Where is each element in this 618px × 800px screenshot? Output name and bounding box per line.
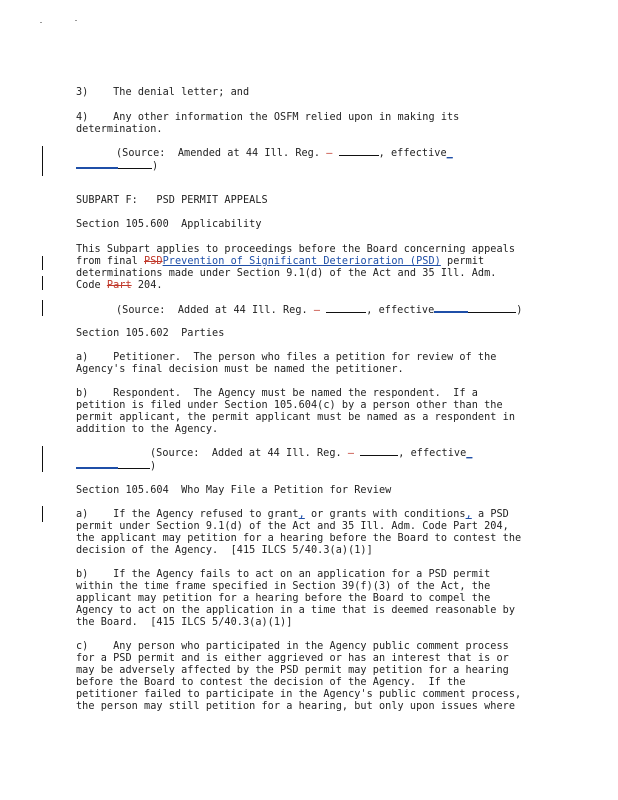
section-105-602-a-line1: a) Petitioner. The person who files a petition for review of the [76, 352, 497, 363]
deleted-dash: — [326, 148, 333, 159]
section-105-602-b-line1: b) Respondent. The Agency must be named the respondent. If a [76, 388, 478, 399]
section-105-604-b-line1: b) If the Agency fails to act on an application for a PSD permit [76, 569, 491, 580]
inserted-blank [76, 167, 118, 169]
body-text: from final [76, 256, 145, 267]
deleted-dash: — [313, 305, 321, 316]
section-105-602-b-line2: petition is filed under Section 105.604(c) by a person other than the [76, 400, 503, 411]
source-note-amended [116, 148, 453, 161]
source-effective-label: , effective [366, 305, 435, 316]
section-heading-105-600: Section 105.600 Applicability [76, 219, 262, 230]
section-105-604-b-line3: applicant may petition for a hearing before the Board to compel the [76, 593, 491, 604]
inserted-text: Prevention of Significant Deterioration (PSD) [162, 256, 441, 267]
scan-speck [75, 20, 77, 21]
source-note-added [116, 305, 522, 318]
change-bar [42, 506, 43, 522]
section-105-604-b-line2: within the time frame specified in Section 39(f)(3) of the Act, the [76, 581, 491, 592]
blank-line [118, 468, 150, 469]
subpart-heading: SUBPART F: PSD PERMIT APPEALS [76, 195, 268, 206]
body-text: permit [440, 256, 485, 267]
section-105-602-a-line2: Agency's final decision must be named the petitioner. [76, 364, 404, 375]
inserted-comma: , [298, 509, 305, 520]
section-105-604-c-line3: may be adversely affected by the PSD permit may petition for a hearing [76, 665, 509, 676]
body-text: 204. [131, 280, 163, 291]
source-close-paren: ) [150, 461, 157, 472]
section-105-604-a-line2: permit under Section 9.1(d) of the Act and 35 Ill. Adm. Code Part 204, [76, 521, 509, 532]
list-item-3: 3) The denial letter; and [76, 87, 250, 98]
source-text: (Source: Added at 44 Ill. Reg. [116, 305, 308, 316]
scan-speck [40, 22, 42, 23]
section-105-604-b-line5: the Board. [415 ILCS 5/40.3(a)(1)] [76, 617, 293, 628]
inserted-blank [76, 467, 118, 469]
inserted-underscore: _ [446, 148, 453, 159]
change-bar [42, 276, 43, 290]
change-bar [42, 300, 43, 316]
section-105-604-c-line2: for a PSD permit and is either aggrieved or has an interest that is or [76, 653, 509, 664]
section-heading-105-604: Section 105.604 Who May File a Petition for Review [76, 485, 392, 496]
change-bar [42, 256, 43, 270]
blank-line [360, 455, 398, 456]
inserted-underscore: _ [466, 448, 473, 459]
source-close-paren: ) [516, 305, 523, 316]
body-text: a PSD [471, 509, 509, 520]
change-bar [42, 446, 43, 472]
inserted-blank [434, 311, 468, 313]
deleted-dash: — [347, 448, 355, 459]
section-105-604-c-line6: the person may still petition for a hearing, but only upon issues where [76, 701, 516, 712]
section-105-604-c-line1: c) Any person who participated in the Agency public comment process [76, 641, 509, 652]
source-text: (Source: Amended at 44 Ill. Reg. [116, 148, 321, 159]
deleted-text: PSD [144, 256, 163, 267]
section-105-604-b-line4: Agency to act on the application in a time that is deemed reasonable by [76, 605, 516, 616]
section-105-600-line2 [76, 256, 484, 269]
section-heading-105-602: Section 105.602 Parties [76, 328, 225, 339]
source-close-paren: ) [152, 161, 159, 172]
inserted-comma: , [465, 509, 472, 520]
section-105-600-line3: determinations made under Section 9.1(d) of the Act and 35 Ill. Adm. [76, 268, 497, 279]
source-effective-label: , effective [378, 148, 447, 159]
section-105-604-c-line5: petitioner failed to participate in the Agency's public comment process, [76, 689, 522, 700]
section-105-602-b-line4: addition to the Agency. [76, 424, 219, 435]
section-105-604-a-line1 [76, 509, 509, 522]
blank-line [326, 312, 366, 313]
deleted-text: Part [106, 280, 132, 291]
body-text: Code [76, 280, 107, 291]
source-note-added-2-line2 [76, 461, 156, 474]
blank-line [468, 312, 516, 313]
change-bar [42, 146, 43, 176]
section-105-604-a-line4: decision of the Agency. [415 ILCS 5/40.3(a)(1)] [76, 545, 373, 556]
section-105-600-line1: This Subpart applies to proceedings before the Board concerning appeals [76, 244, 516, 255]
section-105-604-a-line3: the applicant may petition for a hearing before the Board to contest the [76, 533, 522, 544]
list-item-4-line1: 4) Any other information the OSFM relied upon in making its [76, 112, 460, 123]
source-effective-label: , effective [398, 448, 467, 459]
list-item-4-line2: determination. [76, 124, 163, 135]
body-text: a) If the Agency refused to grant [76, 509, 299, 520]
section-105-602-b-line3: permit applicant, the permit applicant must be named as a respondent in [76, 412, 516, 423]
body-text: or grants with conditions [304, 509, 466, 520]
section-105-600-line4 [76, 280, 163, 293]
source-note-amended-line2 [76, 161, 158, 174]
source-text: (Source: Added at 44 Ill. Reg. [150, 448, 342, 459]
blank-line [339, 155, 379, 156]
blank-line [118, 168, 152, 169]
source-note-added-2 [150, 448, 472, 461]
section-105-604-c-line4: before the Board to contest the decision of the Agency. If the [76, 677, 466, 688]
